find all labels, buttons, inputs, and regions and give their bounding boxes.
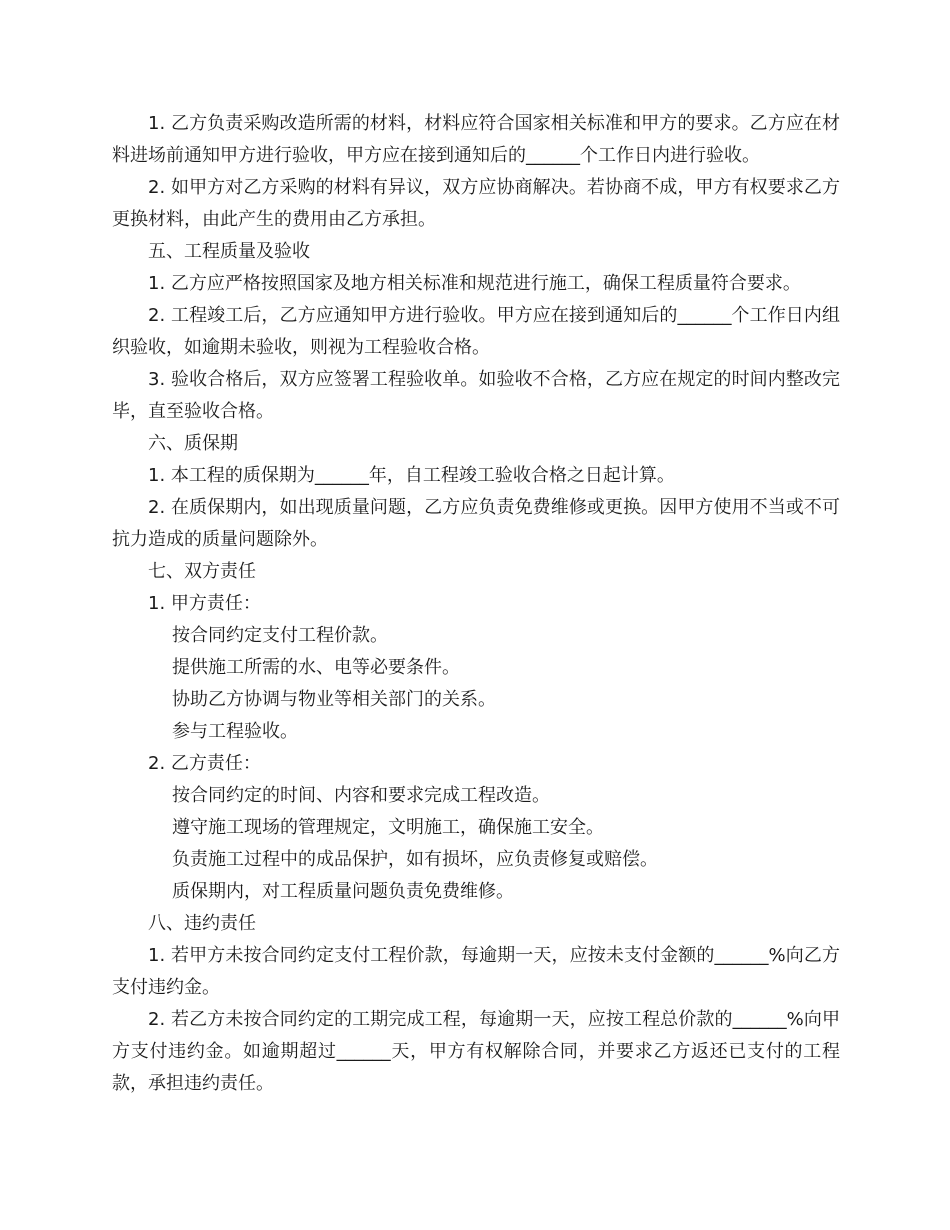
party-b-item: 按合同约定的时间、内容和要求完成工程改造。 (172, 785, 550, 806)
material-clause-1: 1. 乙方负责采购改造所需的材料，材料应符合国家相关标准和甲方的要求。乙方应在材料进场前通知甲方进行验收，甲方应在接到通知后的______个工作日内进行验收。 (112, 113, 840, 166)
warranty-clause-2: 2. 在质保期内，如出现质量问题，乙方应负责免费维修或更换。因甲方使用不当或不可抗力造成的质量问题除外。 (112, 497, 840, 550)
section-heading-responsibilities: 七、双方责任 (148, 561, 256, 582)
quality-clause-3: 3. 验收合格后，双方应签署工程验收单。如验收不合格，乙方应在规定的时间内整改完毕，直至验收合格。 (112, 369, 840, 422)
section-heading-warranty: 六、质保期 (148, 433, 238, 454)
quality-clause-1: 1. 乙方应严格按照国家及地方相关标准和规范进行施工，确保工程质量符合要求。 (148, 273, 801, 294)
section-heading-breach: 八、违约责任 (148, 913, 256, 934)
party-b-item: 负责施工过程中的成品保护，如有损坏，应负责修复或赔偿。 (172, 849, 658, 870)
party-a-item: 协助乙方协调与物业等相关部门的关系。 (172, 689, 496, 710)
breach-clause-1: 1. 若甲方未按合同约定支付工程价款，每逾期一天，应按未支付金额的______%向乙方支付违约金。 (112, 945, 840, 998)
party-b-responsibilities-heading: 2. 乙方责任： (148, 753, 261, 774)
party-a-item: 提供施工所需的水、电等必要条件。 (172, 657, 460, 678)
material-clause-2: 2. 如甲方对乙方采购的材料有异议，双方应协商解决。若协商不成，甲方有权要求乙方更换材料，由此产生的费用由乙方承担。 (112, 177, 840, 230)
breach-clause-2: 2. 若乙方未按合同约定的工期完成工程，每逾期一天，应按工程总价款的______%向甲方支付违约金。如逾期超过______天，甲方有权解除合同，并要求乙方返还已支付的工程款，承担违约责任。 (112, 1009, 840, 1094)
warranty-clause-1: 1. 本工程的质保期为______年，自工程竣工验收合格之日起计算。 (148, 465, 675, 486)
party-a-item: 按合同约定支付工程价款。 (172, 625, 388, 646)
section-heading-quality: 五、工程质量及验收 (148, 241, 310, 262)
party-b-item: 质保期内，对工程质量问题负责免费维修。 (172, 881, 514, 902)
party-a-responsibilities-heading: 1. 甲方责任： (148, 593, 261, 614)
document-body (112, 108, 840, 1100)
quality-clause-2: 2. 工程竣工后，乙方应通知甲方进行验收。甲方应在接到通知后的______个工作日内组织验收，如逾期未验收，则视为工程验收合格。 (112, 305, 840, 358)
party-a-item: 参与工程验收。 (172, 721, 298, 742)
party-b-item: 遵守施工现场的管理规定，文明施工，确保施工安全。 (172, 817, 604, 838)
